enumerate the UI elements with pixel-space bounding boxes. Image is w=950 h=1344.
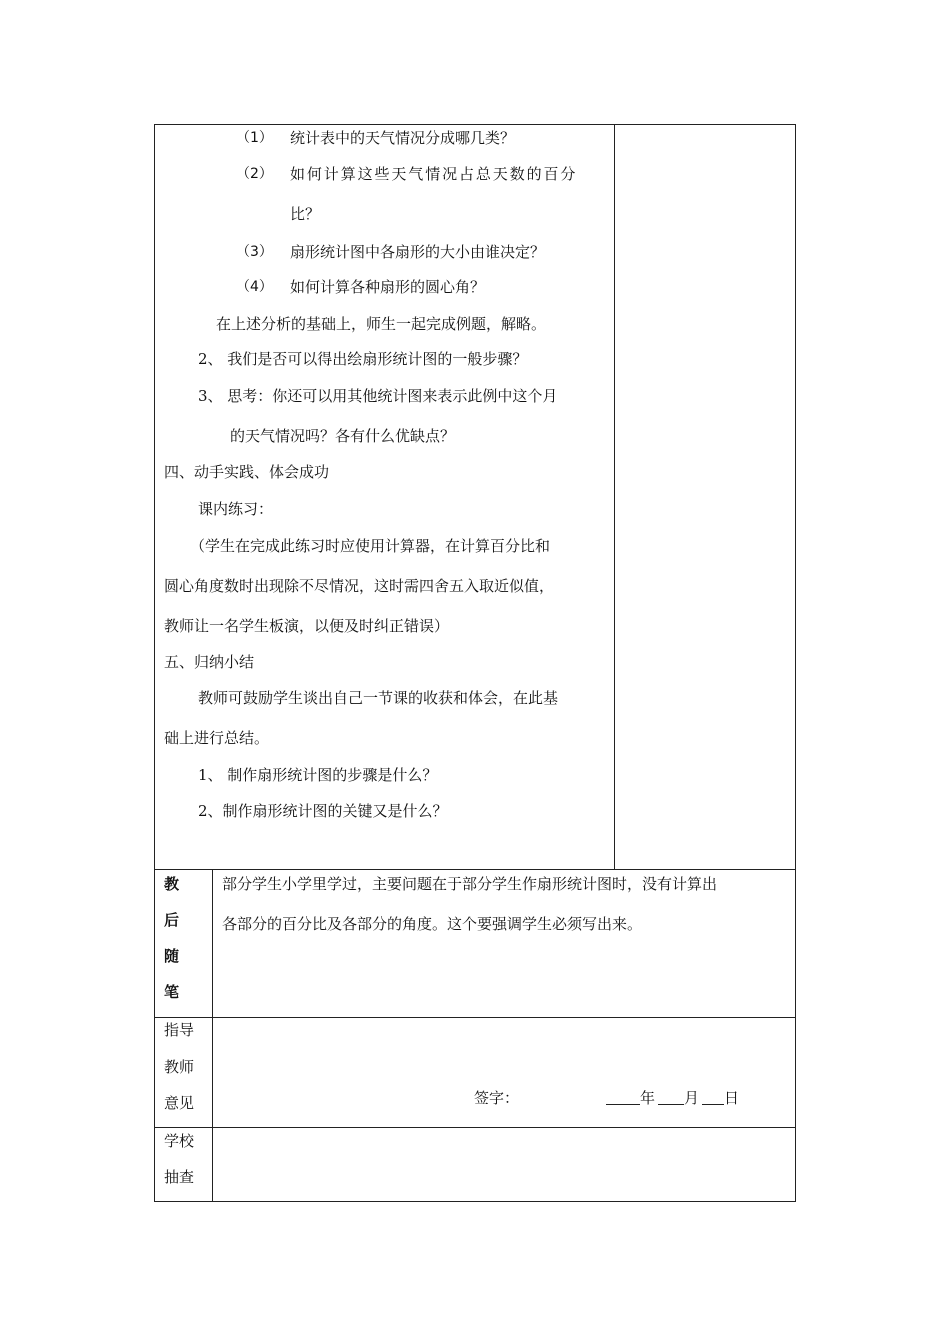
item-3-text: 3、 思考：你还可以用其他统计图来表示此例中这个月 xyxy=(198,387,558,405)
practice-note: （学生在完成此练习时应使用计算器，在计算百分比和 xyxy=(190,537,551,555)
summary-text: 教师可鼓励学生谈出自己一节课的收获和体会，在此基 xyxy=(198,689,559,707)
item-2-text: 2、 我们是否可以得出绘扇形统计图的一般步骤？ xyxy=(198,350,528,368)
mentor-label-1: 指导 xyxy=(164,1021,195,1039)
day-label: 日 xyxy=(724,1089,740,1107)
reflection-label-2: 后 xyxy=(164,911,180,929)
question-1-text: 统计表中的天气情况分成哪几类？ xyxy=(290,129,516,147)
question-3-number: （3） xyxy=(236,244,273,260)
reflection-label-1: 教 xyxy=(164,875,180,893)
label-column-divider xyxy=(212,869,213,1202)
section-4-heading: 四、动手实践、体会成功 xyxy=(164,463,330,481)
summary-text-cont: 础上进行总结。 xyxy=(164,729,270,747)
practice-note-line-2: 圆心角度数时出现除不尽情况，这时需四舍五入取近似值， xyxy=(164,577,555,595)
reflection-text-cont: 各部分的百分比及各部分的角度。这个要强调学生必须写出来。 xyxy=(222,915,643,933)
item-3-text-cont: 的天气情况吗？各有什么优缺点？ xyxy=(230,427,456,445)
summary-question-2: 2、制作扇形统计图的关键又是什么？ xyxy=(198,802,448,820)
question-1-number: （1） xyxy=(236,130,273,146)
row-divider-1 xyxy=(154,869,796,870)
month-label: 月 xyxy=(684,1089,700,1107)
right-column-divider xyxy=(614,124,615,869)
section-5-heading: 五、归纳小结 xyxy=(164,653,255,671)
practice-label: 课内练习： xyxy=(198,500,274,518)
mentor-label-3: 意见 xyxy=(164,1094,195,1112)
mentor-label-2: 教师 xyxy=(164,1058,195,1076)
question-4-number: （4） xyxy=(236,279,273,295)
analysis-text: 在上述分析的基础上，师生一起完成例题，解略。 xyxy=(216,315,547,333)
question-3-text: 扇形统计图中各扇形的大小由谁决定？ xyxy=(290,243,546,261)
question-2-number: （2） xyxy=(236,166,273,182)
year-blank xyxy=(606,1090,640,1105)
month-blank xyxy=(658,1090,684,1105)
question-2-text: 如何计算这些天气情况占总天数的百分 xyxy=(290,165,578,183)
day-blank xyxy=(702,1090,724,1105)
practice-note-line-3: 教师让一名学生板演，以便及时纠正错误） xyxy=(164,617,450,635)
row-divider-3 xyxy=(154,1127,796,1128)
school-label-1: 学校 xyxy=(164,1132,195,1150)
school-label-2: 抽查 xyxy=(164,1168,195,1186)
signature-label: 签字： xyxy=(474,1089,520,1107)
year-label: 年 xyxy=(640,1089,656,1107)
summary-question-1: 1、 制作扇形统计图的步骤是什么？ xyxy=(198,766,438,784)
question-4-text: 如何计算各种扇形的圆心角？ xyxy=(290,278,486,296)
reflection-label-4: 笔 xyxy=(164,983,180,1001)
row-divider-2 xyxy=(154,1017,796,1018)
reflection-label-3: 随 xyxy=(164,947,180,965)
reflection-text: 部分学生小学里学过，主要问题在于部分学生作扇形统计图时，没有计算出 xyxy=(222,875,718,893)
question-2-text-cont: 比？ xyxy=(290,205,321,223)
